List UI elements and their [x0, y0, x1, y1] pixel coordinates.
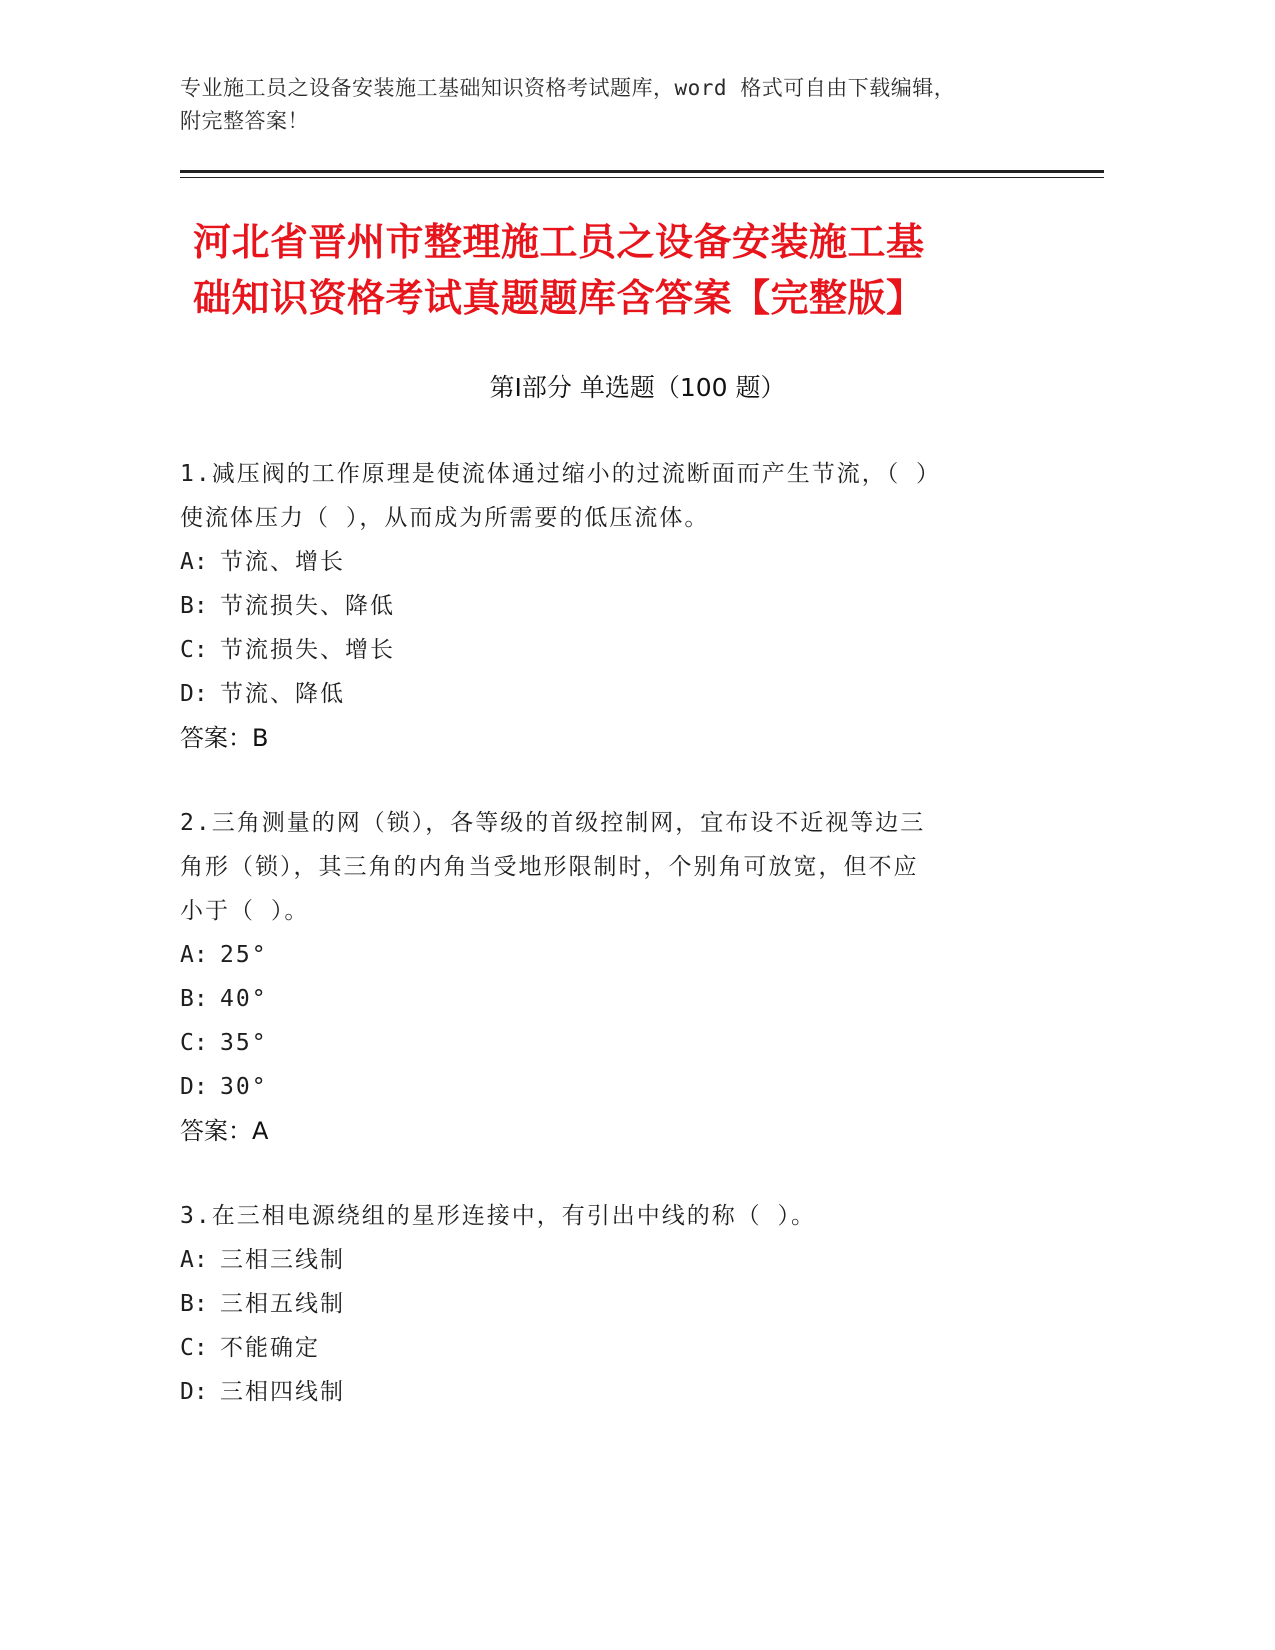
option-letter: C: [180, 637, 208, 663]
option-c [180, 1326, 1060, 1370]
option-letter: C: [180, 1030, 208, 1056]
option-b [180, 584, 1060, 628]
stem-line: 使流体压力（ ），从而成为所需要的低压流体。 [180, 505, 710, 531]
option-d [180, 1370, 1060, 1414]
option-text: 节流、降低 [220, 681, 345, 707]
question-item [180, 801, 1060, 1153]
option-letter: D: [180, 1074, 208, 1100]
option-a [180, 1238, 1060, 1282]
stem-line: 3.在三相电源绕组的星形连接中，有引出中线的称（ ）。 [180, 1203, 817, 1229]
option-letter: D: [180, 681, 208, 707]
option-letter: A: [180, 549, 208, 575]
question-stem [180, 1194, 1060, 1238]
question-stem [180, 801, 1060, 933]
question-item [180, 1194, 1060, 1414]
option-c [180, 1021, 1060, 1065]
title-line: 河北省晋州市整理施工员之设备安装施工基 [193, 220, 925, 264]
option-text: 三相四线制 [220, 1379, 345, 1405]
option-text: 节流损失、降低 [220, 593, 395, 619]
section-heading: 第Ⅰ部分 单选题（100 题） [489, 373, 786, 402]
option-letter: C: [180, 1335, 208, 1361]
option-text: 40° [220, 986, 268, 1012]
option-text: 三相三线制 [220, 1247, 345, 1273]
stem-line: 2.三角测量的网（锁），各等级的首级控制网，宜布设不近视等边三 [180, 810, 926, 836]
header-rule-thin [180, 177, 1104, 178]
option-b [180, 1282, 1060, 1326]
option-text: 不能确定 [220, 1335, 320, 1361]
option-c [180, 628, 1060, 672]
option-letter: D: [180, 1379, 208, 1405]
stem-line: 1.减压阀的工作原理是使流体通过缩小的过流断面而产生节流，（ ） [180, 461, 942, 487]
option-letter: A: [180, 942, 208, 968]
question-item [180, 452, 1060, 760]
option-b [180, 977, 1060, 1021]
header-note-line: 附完整答案！ [180, 109, 309, 133]
option-text: 30° [220, 1074, 268, 1100]
title-line: 础知识资格考试真题题库含答案【完整版】 [193, 276, 925, 320]
header-rule-thick [180, 170, 1104, 173]
option-letter: B: [180, 1291, 208, 1317]
option-text: 节流损失、增长 [220, 637, 395, 663]
option-text: 三相五线制 [220, 1291, 345, 1317]
header-note-line: 专业施工员之设备安装施工基础知识资格考试题库，word 格式可自由下载编辑， [180, 76, 956, 100]
question-stem [180, 452, 1060, 540]
option-letter: A: [180, 1247, 208, 1273]
document-title [193, 214, 1073, 326]
option-letter: B: [180, 593, 208, 619]
option-d [180, 672, 1060, 716]
question-list [180, 452, 1060, 1455]
stem-line: 角形（锁），其三角的内角当受地形限制时，个别角可放宽，但不应 [180, 854, 919, 880]
option-text: 35° [220, 1030, 268, 1056]
option-a [180, 933, 1060, 977]
option-a [180, 540, 1060, 584]
option-text: 节流、增长 [220, 549, 345, 575]
stem-line: 小于（ ）。 [180, 898, 310, 924]
answer-line: 答案：B [180, 724, 269, 752]
option-text: 25° [220, 942, 268, 968]
header-note [180, 72, 1060, 138]
answer-line: 答案：A [180, 1117, 269, 1145]
option-letter: B: [180, 986, 208, 1012]
option-d [180, 1065, 1060, 1109]
